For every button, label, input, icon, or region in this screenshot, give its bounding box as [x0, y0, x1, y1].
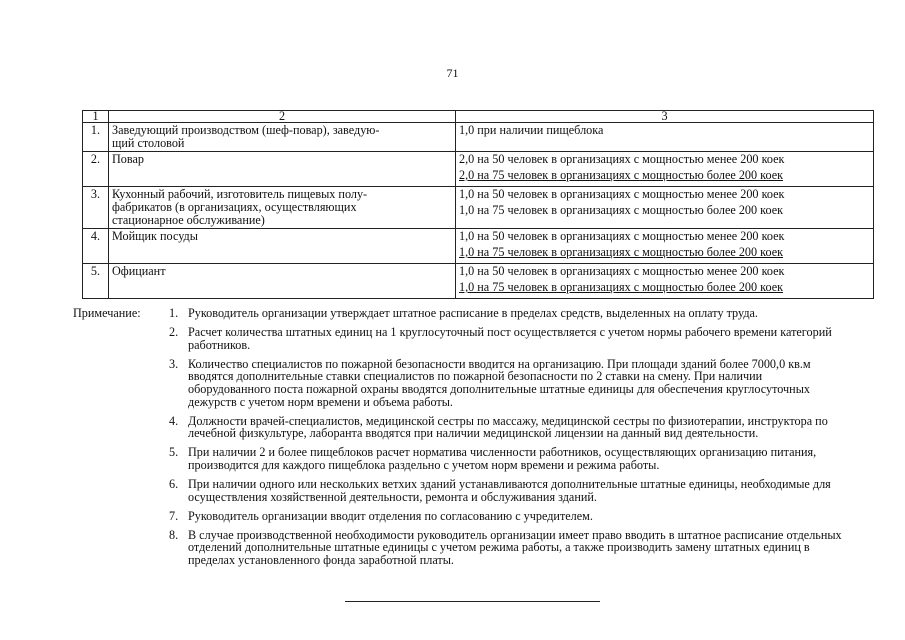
- table-header-row: [83, 111, 874, 123]
- note-number: 2.: [169, 325, 179, 340]
- footer-divider: [345, 601, 600, 602]
- notes-list: [73, 307, 873, 567]
- note-item: [73, 529, 873, 567]
- note-text: Количество специалистов по пожарной безопасности вводится на организацию. При площади зданий более 7000,0 кв.м вводятся дополнительные ставки специалистов по пожарной безопасности по 2 ставки на смену. При наличии оборудованного поста пожарной охраны вводятся дополнительные штатные единицы для обеспечения круглосуточных дежурств с учетом норм времени и объема работы.: [188, 356, 811, 409]
- note-item: [73, 307, 873, 320]
- header-col-1: 1: [83, 111, 109, 123]
- staff-table: [82, 110, 874, 299]
- header-col-3: 3: [456, 111, 874, 123]
- note-number: 1.: [169, 306, 179, 320]
- row-number: 2.: [83, 152, 109, 187]
- position-line: Мойщик посуды: [112, 229, 198, 243]
- table-row: [83, 229, 874, 264]
- staffing-norm-line: 1,0 на 75 человек в организациях с мощностью более 200 коек: [459, 280, 784, 294]
- note-number: 7.: [169, 508, 179, 523]
- staffing-norm-line: 1,0 на 75 человек в организациях с мощностью более 200 коек: [459, 245, 784, 259]
- position-cell: [109, 229, 456, 264]
- note-text: Руководитель организации утверждает штатное расписание в пределах средств, выделенных на оплату труда.: [188, 306, 758, 320]
- staffing-norm-line: 1,0 на 50 человек в организациях с мощностью менее 200 коек: [459, 264, 785, 278]
- header-col-2: 2: [109, 111, 456, 123]
- position-cell: [109, 264, 456, 299]
- table-row: [83, 152, 874, 187]
- position-line: Повар: [112, 152, 144, 166]
- staffing-norm-line: 2,0 на 75 человек в организациях с мощностью более 200 коек: [459, 168, 784, 182]
- note-item: [73, 446, 873, 471]
- note-number: 8.: [169, 527, 179, 542]
- note-text: Расчет количества штатных единиц на 1 круглосуточный пост осуществляется с учетом нормы рабочего времени категорий работников.: [188, 325, 832, 352]
- staffing-norm-line: 1,0 при наличии пищеблока: [459, 123, 604, 137]
- row-number: 1.: [83, 123, 109, 152]
- position-line: стационарное обслуживание): [112, 213, 265, 227]
- staffing-norm-cell: [456, 264, 874, 299]
- note-number: 4.: [169, 413, 179, 428]
- note-text: В случае производственной необходимости руководитель организации имеет право вводить в штатное расписание отдельных отделений дополнительные штатные единицы с учетом режима работы, а также производить замену штатных единиц в пределах установленного фонда заработной платы.: [188, 527, 842, 567]
- position-line: Заведующий производством (шеф-повар), заведую-: [112, 123, 380, 137]
- position-line: Официант: [112, 264, 166, 278]
- position-cell: [109, 152, 456, 187]
- staffing-norm-cell: [456, 152, 874, 187]
- position-line: фабрикатов (в организациях, осуществляющих: [112, 200, 357, 214]
- position-line: Кухонный рабочий, изготовитель пищевых полу-: [112, 187, 368, 201]
- notes-label: Примечание:: [73, 306, 141, 320]
- row-number: 4.: [83, 229, 109, 264]
- page-number: 71: [446, 66, 459, 80]
- note-text: Должности врачей-специалистов, медицинской сестры по массажу, медицинской сестры по физиотерапии, инструктора по лечебной физкультуре, лаборанта вводятся при наличии медицинской лицензии на данный вид деятельности.: [188, 413, 828, 441]
- note-item: [73, 478, 873, 503]
- position-cell: [109, 123, 456, 152]
- row-number: 5.: [83, 264, 109, 299]
- row-number: 3.: [83, 187, 109, 229]
- position-line: щий столовой: [112, 136, 185, 150]
- note-text: Руководитель организации вводит отделения по согласованию с учредителем.: [188, 508, 593, 523]
- table-row: [83, 123, 874, 152]
- note-number: 3.: [169, 356, 179, 371]
- staffing-norm-cell: [456, 123, 874, 152]
- table-row: [83, 187, 874, 229]
- staffing-norm-line: 2,0 на 50 человек в организациях с мощностью менее 200 коек: [459, 152, 785, 166]
- staffing-norm-cell: [456, 229, 874, 264]
- note-item: [73, 326, 873, 351]
- note-text: При наличии 2 и более пищеблоков расчет норматива численности работников, осуществляющих организацию питания, производится для каждого пищеблока раздельно с учетом норм времени и режима работы.: [188, 445, 817, 472]
- staffing-norm-line: 1,0 на 75 человек в организациях с мощностью более 200 коек: [459, 203, 784, 217]
- staffing-norm-cell: [456, 187, 874, 229]
- note-number: 5.: [169, 445, 179, 460]
- notes-block: [73, 307, 873, 573]
- table-row: [83, 264, 874, 299]
- staffing-norm-line: 1,0 на 50 человек в организациях с мощностью менее 200 коек: [459, 229, 785, 243]
- note-number: 6.: [169, 477, 179, 492]
- note-item: [73, 415, 873, 440]
- note-item: [73, 510, 873, 523]
- position-cell: [109, 187, 456, 229]
- note-item: [73, 358, 873, 408]
- note-text: При наличии одного или нескольких ветхих зданий устанавливаются дополнительные штатные единицы, необходимые для осуществления хозяйственной деятельности, ремонта и обслуживания зданий.: [188, 477, 831, 504]
- staffing-norm-line: 1,0 на 50 человек в организациях с мощностью менее 200 коек: [459, 187, 785, 201]
